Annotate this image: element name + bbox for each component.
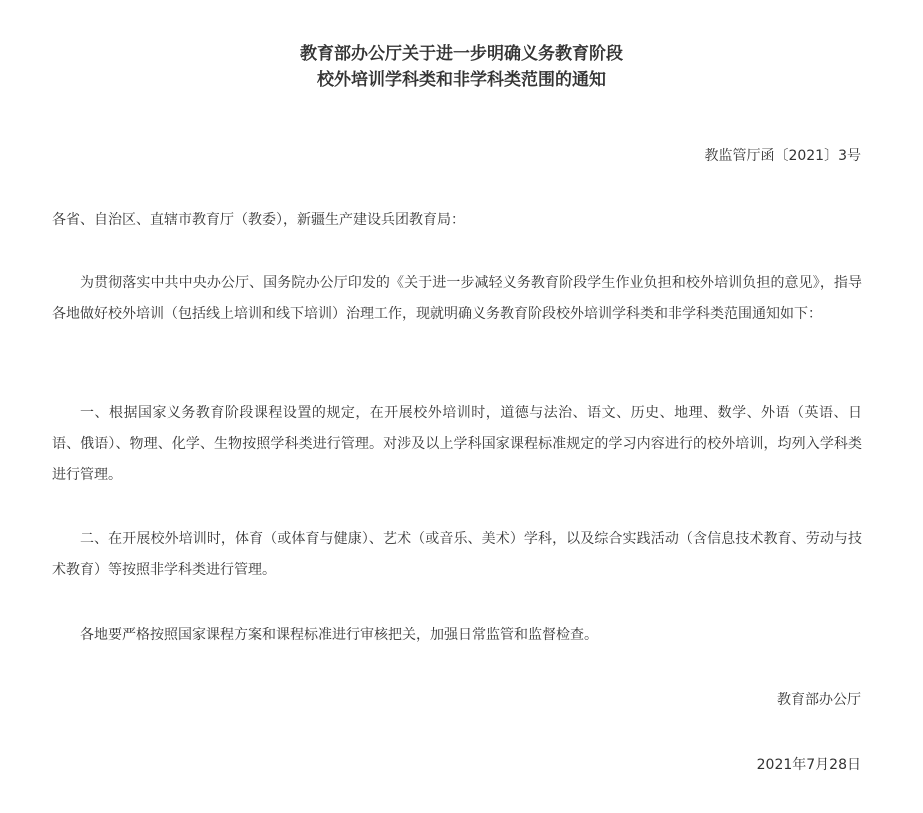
signer: 教育部办公厅	[777, 692, 861, 708]
paragraph-item-1: 一、根据国家义务教育阶段课程设置的规定，在开展校外培训时，道德与法治、语文、历史、地理、数学、外语（英语、日语、俄语）、物理、化学、生物按照学科类进行管理。对涉及以上学科国家课程标准规定的学习内容进行的校外培训，均列入学科类进行管理。	[52, 405, 862, 483]
document-number: 教监管厅函〔2021〕3号	[704, 148, 861, 164]
issue-date: 2021年7月28日	[756, 757, 861, 773]
document-title-line-2: 校外培训学科类和非学科类范围的通知	[317, 70, 606, 90]
paragraph-intro: 为贯彻落实中共中央办公厅、国务院办公厅印发的《关于进一步减轻义务教育阶段学生作业负担和校外培训负担的意见》，指导各地做好校外培训（包括线上培训和线下培训）治理工作，现就明确义务教育阶段校外培训学科类和非学科类范围通知如下：	[52, 275, 862, 322]
paragraph-closing: 各地要严格按照国家课程方案和课程标准进行审核把关，加强日常监管和监督检查。	[80, 627, 598, 643]
document-title-line-1: 教育部办公厅关于进一步明确义务教育阶段	[300, 44, 623, 64]
salutation: 各省、自治区、直辖市教育厅（教委），新疆生产建设兵团教育局：	[52, 212, 465, 228]
paragraph-item-2: 二、在开展校外培训时，体育（或体育与健康）、艺术（或音乐、美术）学科，以及综合实践活动（含信息技术教育、劳动与技术教育）等按照非学科类进行管理。	[52, 531, 862, 578]
